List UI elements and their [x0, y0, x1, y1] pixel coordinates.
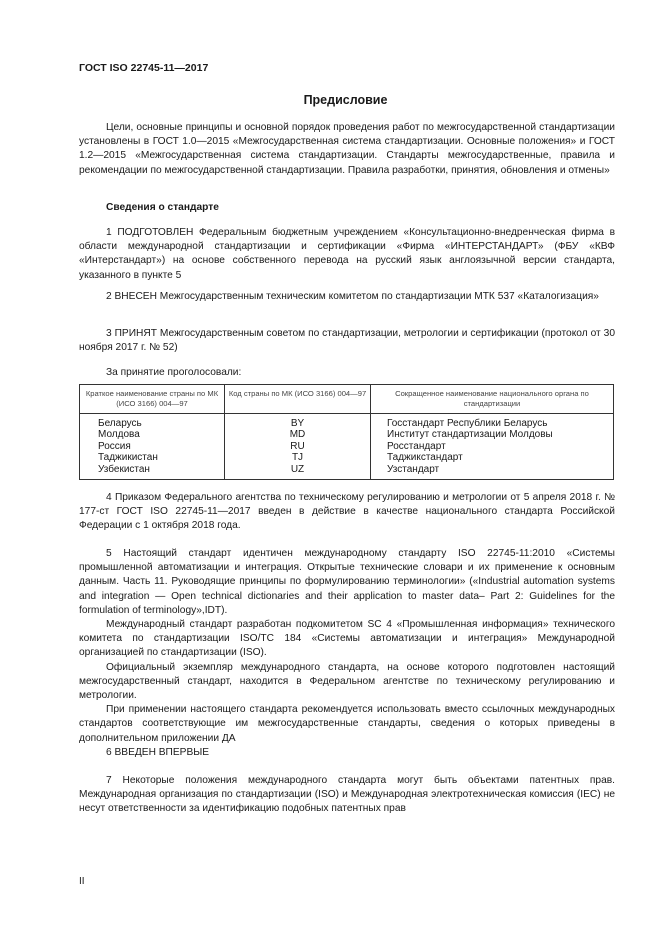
column-header: Сокращенное наименование национального органа по стандартизации — [371, 385, 614, 414]
voted-label: За принятие проголосовали: — [106, 367, 242, 378]
item-3 — [79, 327, 615, 355]
table-row — [80, 464, 614, 480]
item-3-text: 3 ПРИНЯТ Межгосударственным советом по стандартизации, метрологии и сертификации (протокол от 30 ноября 2017 г. № 52) — [79, 328, 615, 354]
table-row — [80, 414, 614, 430]
table-row — [80, 452, 614, 463]
national-body: Госстандарт Республики Беларусь — [371, 414, 614, 430]
item-4 — [79, 491, 615, 534]
item-1 — [79, 226, 615, 283]
item-7-text: 7 Некоторые положения международного стандарта могут быть объектами патентных прав. Международная организация по стандартизации (ISO) и Международная электротехническая комиссия (IEC) не несут ответственности за идентификацию подобных патентных прав — [79, 775, 615, 815]
national-body: Таджикстандарт — [371, 452, 614, 463]
country-name: Узбекистан — [80, 464, 225, 480]
country-code: TJ — [225, 452, 371, 463]
country-name: Беларусь — [80, 414, 225, 430]
country-code: MD — [225, 429, 371, 440]
item-2-text: 2 ВНЕСЕН Межгосударственным техническим комитетом по стандартизации МТК 537 «Каталогизация» — [106, 291, 599, 302]
intro-text: Цели, основные принципы и основной порядок проведения работ по межгосударственной стандартизации установлены в ГОСТ 1.0—2015 «Межгосударственная система стандартизации. Основные положения» и ГОСТ 1.2—2015 «Межгосударственная система стандартизации. Стандарты межгосударственные, правила и рекомендации по межгосударственной стандартизации. Правила разработки, принятия, обновления и отмены» — [79, 122, 615, 176]
national-body: Институт стандартизации Молдовы — [371, 429, 614, 440]
table-row — [80, 429, 614, 440]
item-2 — [79, 290, 615, 304]
item-4-text: 4 Приказом Федерального агентства по техническому регулированию и метрологии от 5 апреля 2018 г. № 177-ст ГОСТ ISO 22745-11—2017 введен в действие в качестве национального стандарта Российской Федерации с 1 октября 2018 года. — [79, 492, 615, 532]
item-7 — [79, 774, 615, 817]
country-name: Россия — [80, 441, 225, 452]
national-body: Росстандарт — [371, 441, 614, 452]
country-name: Таджикистан — [80, 452, 225, 463]
country-code: BY — [225, 414, 371, 430]
item-5 — [79, 547, 615, 746]
document-header: ГОСТ ISO 22745-11—2017 — [79, 62, 209, 74]
country-code: RU — [225, 441, 371, 452]
page-title: Предисловие — [303, 93, 388, 107]
intro-paragraph — [79, 121, 615, 178]
item-5-text: 5 Настоящий стандарт идентичен международному стандарту ISO 22745-11:2010 «Системы промышленной автоматизации и интеграция. Открытые технические словари и их применение к основным данным. Часть 11. Руководящие принципы по формулированию терминологии» («Industrial automation systems and integration — Open technical dictionaries and their application to master data– Part 2: Guidelines for the formulation of terminology»,IDT). — [79, 548, 615, 616]
country-code: UZ — [225, 464, 371, 480]
item-6 — [79, 746, 615, 760]
item-6-text: 6 ВВЕДЕН ВПЕРВЫЕ — [106, 747, 210, 758]
standard-info-heading: Сведения о стандарте — [106, 202, 219, 213]
item-5-application-text: При применении настоящего стандарта рекомендуется использовать вместо ссылочных международных стандартов соответствующие им межгосударственные стандарты, сведения о которых приведены в дополнительном приложении ДА — [79, 704, 615, 744]
item-5-developer-text: Международный стандарт разработан подкомитетом SC 4 «Промышленная информация» технического комитета по стандартизации ISO/TC 184 «Системы автоматизации и интеграция» Международной организацией по стандартизации (ISO). — [79, 619, 615, 659]
national-body: Узстандарт — [371, 464, 614, 480]
table-row — [80, 441, 614, 452]
item-5-official-copy-text: Официальный экземпляр международного стандарта, на основе которого подготовлен настоящий межгосударственный стандарт, находится в Федеральном агентстве по техническому регулированию и метрологии. — [79, 661, 615, 702]
column-header: Краткое наименование страны по МК (ИСО 3166) 004—97 — [80, 385, 225, 414]
country-name: Молдова — [80, 429, 225, 440]
vote-table-header — [80, 385, 614, 414]
column-header: Код страны по МК (ИСО 3166) 004—97 — [225, 385, 371, 414]
vote-table — [79, 384, 614, 480]
page-number: II — [79, 876, 85, 887]
item-1-text: 1 ПОДГОТОВЛЕН Федеральным бюджетным учреждением «Консультационно-внедренческая фирма в области международной стандартизации и сертификации «Фирма «ИНТЕРСТАНДАРТ» (ФБУ «КВФ «Интерстандарт») на основе собственного перевода на русский язык англоязычной версии стандарта, указанного в пункте 5 — [79, 227, 615, 281]
